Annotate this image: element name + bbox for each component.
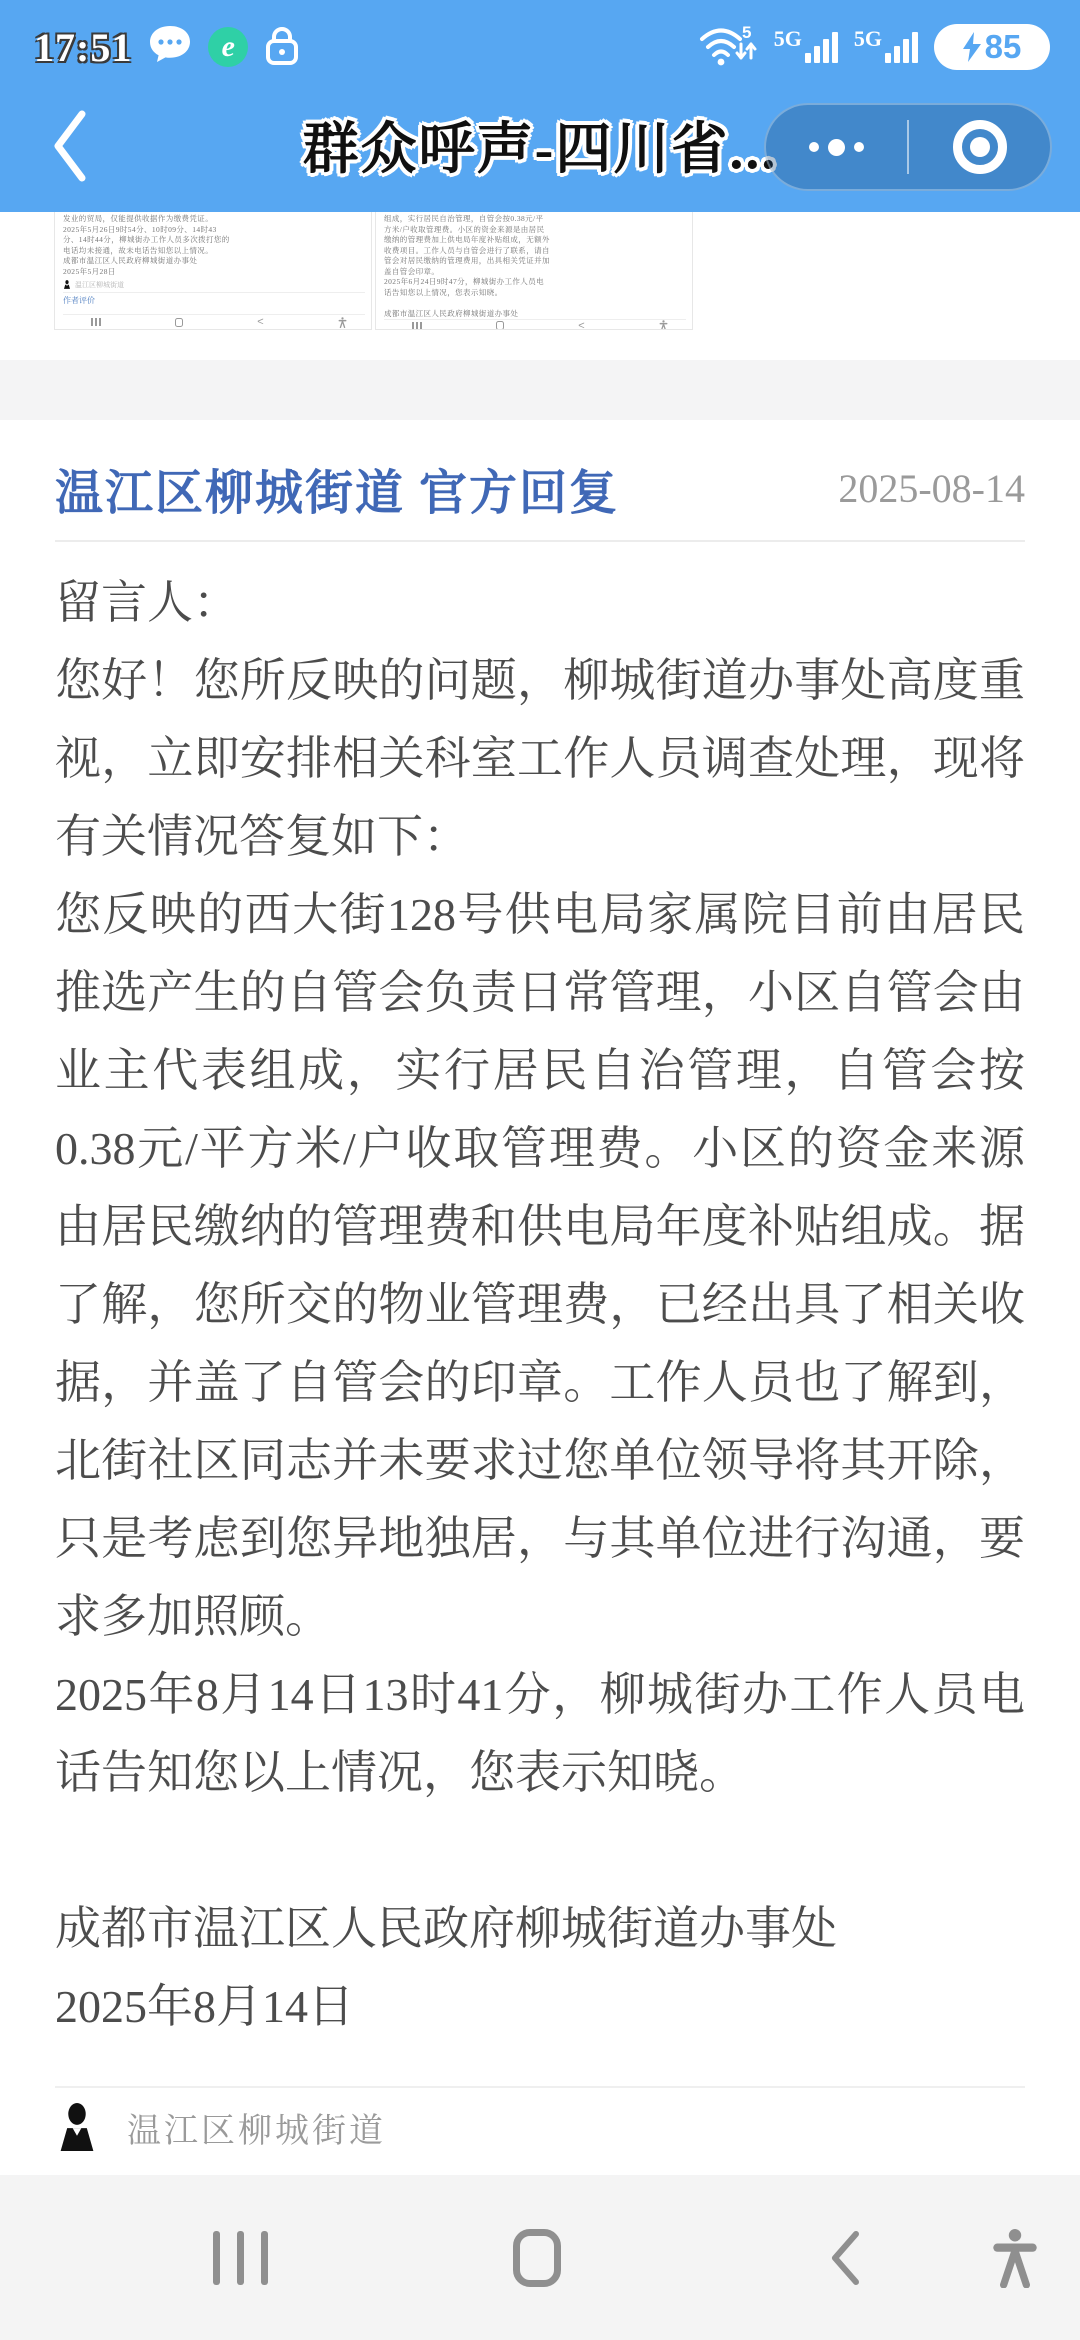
recents-button[interactable] xyxy=(200,2175,280,2340)
status-bar xyxy=(0,0,1080,78)
author-name: 温江区柳城街道 xyxy=(127,2112,386,2150)
mini-accessibility-icon xyxy=(338,317,347,328)
attachment-strip xyxy=(0,212,1080,360)
reply-card xyxy=(0,420,1080,2152)
avatar-icon xyxy=(55,2103,99,2151)
internet-browser-icon: e xyxy=(208,27,248,67)
thumbnail-text: 发业的贸局，仅能提供收据作为缴费凭证。 2025年5月26日9时54分、10时09分、14时43 分、14时44分，柳城街办工作人员多次拨打您的 电话均未接通，故未电话告知您以上情况。 成都市温江区人民政府柳城街道办事处 2025年5月28日 xyxy=(63,214,230,276)
reply-date: 2025-08-14 xyxy=(838,465,1025,511)
author-row xyxy=(55,2102,1025,2152)
reply-body: 留言人： 您好！您所反映的问题，柳城街道办事处高度重视，立即安排相关科室工作人员调查处理，现将有关情况答复如下： 您反映的西大街128号供电局家属院目前由居民推选产生的自管会负责日常管理，小区自管会由业主代表组成，实行居民自治管理，自管会按0.38元/平方米/户收取管理费。小区的资金来源由居民缴纳的管理费和供电局年度补贴组成。据了解，您所交的物业管理费，已经出具了相关收据，并盖了自管会的印章。工作人员也了解到，北街社区同志并未要求过您单位领导将其开除，只是考虑到您异地独居，与其单位进行沟通，要求多加照顾。 2025年8月14日13时41分，柳城街办工作人员电话告知您以上情况，您表示知晓。 成都市温江区人民政府柳城街道办事处 2025年8月14日 xyxy=(55,577,1025,2032)
battery-indicator xyxy=(934,24,1050,70)
target-icon xyxy=(953,120,1007,174)
mini-accessibility-icon xyxy=(659,320,668,330)
mini-back-icon: < xyxy=(257,316,264,328)
nav-back-button[interactable] xyxy=(805,2175,885,2340)
charging-bolt-icon xyxy=(963,32,981,62)
avatar-icon xyxy=(63,280,71,289)
mini-home-icon xyxy=(496,321,504,330)
author-rating-link: 作者评价 xyxy=(63,296,95,305)
accessibility-button[interactable] xyxy=(975,2175,1055,2340)
5g-signal-icon-2: 5G xyxy=(854,32,918,63)
miniprogram-capsule xyxy=(764,103,1052,191)
footer-divider xyxy=(55,2086,1025,2088)
attachment-thumbnail-left[interactable] xyxy=(54,212,372,330)
mini-nav-bar xyxy=(63,314,365,329)
mini-recents-icon xyxy=(412,322,422,330)
mini-back-icon: < xyxy=(578,319,585,330)
close-button[interactable] xyxy=(909,105,1050,189)
svg-text:5: 5 xyxy=(741,22,752,42)
lock-icon xyxy=(264,24,300,71)
clock: 17:51 xyxy=(34,24,133,70)
status-right xyxy=(698,22,1050,73)
reply-header xyxy=(55,420,1025,520)
home-button[interactable] xyxy=(497,2175,577,2340)
page-title: 群众呼声-四川省... xyxy=(302,119,778,181)
battery-percent: 85 xyxy=(984,28,1022,65)
home-icon xyxy=(513,2229,561,2287)
more-button[interactable] xyxy=(766,105,907,189)
chat-bubble-icon xyxy=(148,24,192,71)
header-divider xyxy=(55,540,1025,542)
5g-signal-icon-1: 5G xyxy=(774,32,838,63)
wifi-icon xyxy=(698,22,758,73)
attachment-thumbnail-right[interactable] xyxy=(375,212,693,330)
mini-home-icon xyxy=(175,318,183,327)
system-nav-bar xyxy=(0,2175,1080,2340)
app-header xyxy=(0,0,1080,212)
title-bar xyxy=(0,78,1080,212)
recents-icon xyxy=(213,2231,268,2285)
reply-title: 温江区柳城街道 官方回复 xyxy=(55,466,620,520)
thumbnail-author-row: 温江区柳城街道 xyxy=(63,277,365,293)
accessibility-icon xyxy=(990,2228,1040,2288)
status-left xyxy=(34,24,300,71)
mini-recents-icon xyxy=(91,318,101,326)
nav-back-icon xyxy=(828,2229,862,2287)
mini-nav-bar xyxy=(384,319,686,330)
section-divider-band xyxy=(0,360,1080,420)
thumbnail-text: 组成，实行居民自治管理，自管会按0.38元/平 方米/户收取管理费。小区的资金来源是由居民 缴纳的管理费加上供电局年度补贴组成，无额外 收费项目。工作人员与自管会进行了联系，请自 管会对居民缴纳的管理费用，出具相关凭证并加 盖自管会印章。 2025年6月24日9时47分，柳城街办工作人员电 话告知您以上情况，您表示知晓。 成都市温江区人民政府柳城街道办事处 xyxy=(384,214,550,318)
